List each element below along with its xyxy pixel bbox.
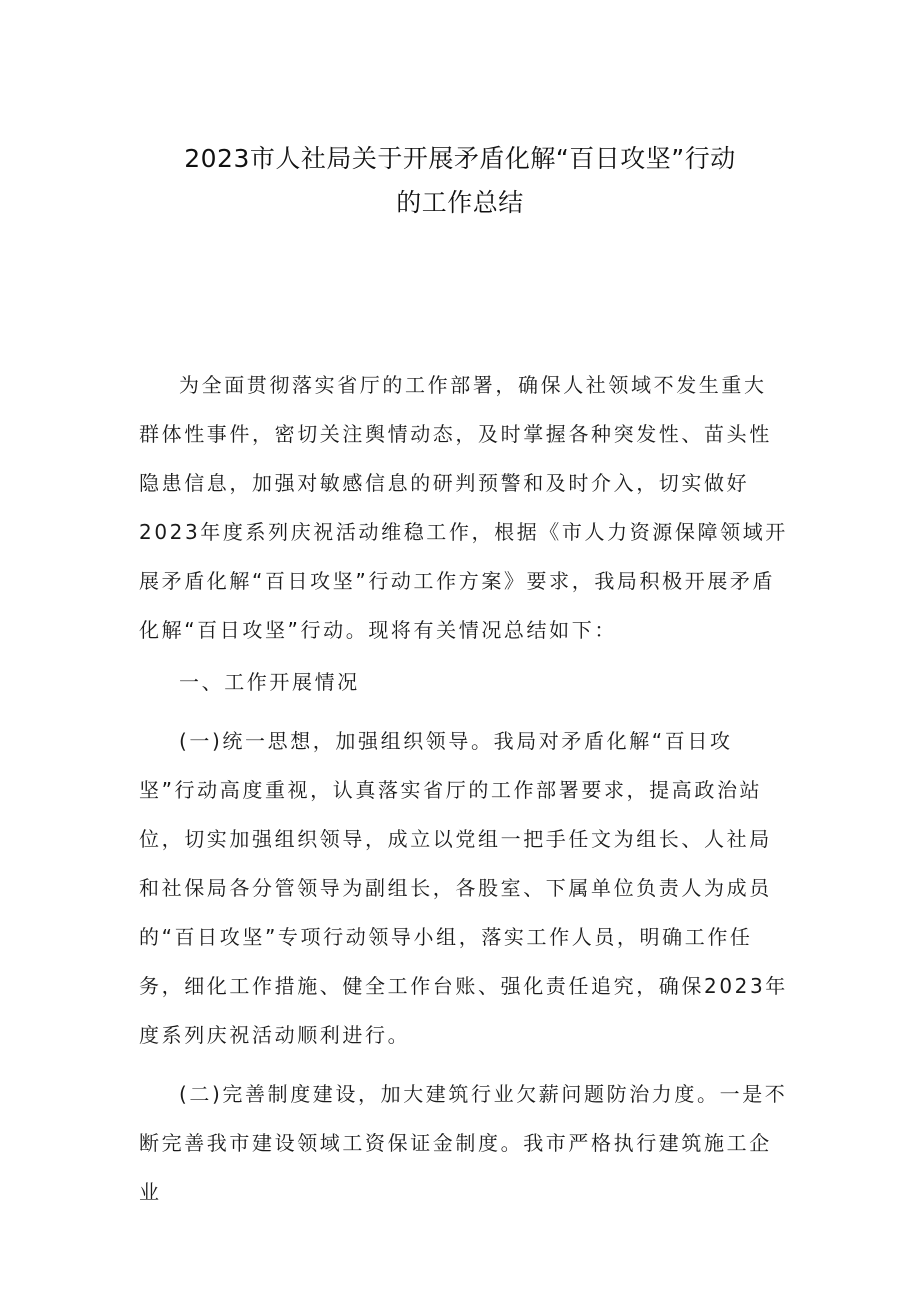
document-title-line-2: 的工作总结 <box>396 188 524 217</box>
intro-paragraph: 为全面贯彻落实省厅的工作部署，确保人社领域不发生重大群体性事件，密切关注舆情动态，及时掌握各种突发性、苗头性隐患信息，加强对敏感信息的研判预警和及时介入，切实做好2023年度系列庆祝活动维稳工作，根据《市人力资源保障领域开展矛盾化解“百日攻坚”行动工作方案》要求，我局积极开展矛盾化解“百日攻坚”行动。现将有关情况总结如下： <box>139 373 788 642</box>
paragraph-system-construction: (二)完善制度建设，加大建筑行业欠薪问题防治力度。一是不断完善我市建设领域工资保证金制度。我市严格执行建筑施工企业 <box>139 1082 788 1204</box>
document-title-line-1: 2023市人社局关于开展矛盾化解“百日攻坚”行动 <box>184 144 736 173</box>
paragraph-organization-leadership: (一)统一思想，加强组织领导。我局对矛盾化解“百日攻坚”行动高度重视，认真落实省厅的工作部署要求，提高政治站位，切实加强组织领导，成立以党组一把手任文为组长、人社局和社保局各分管领导为副组长，各股室、下属单位负责人为成员的“百日攻坚”专项行动领导小组，落实工作人员，明确工作任务，细化工作措施、健全工作台账、强化责任追究，确保2023年度系列庆祝活动顺利进行。 <box>139 729 788 1047</box>
section-heading-1: 一、工作开展情况 <box>179 670 360 694</box>
